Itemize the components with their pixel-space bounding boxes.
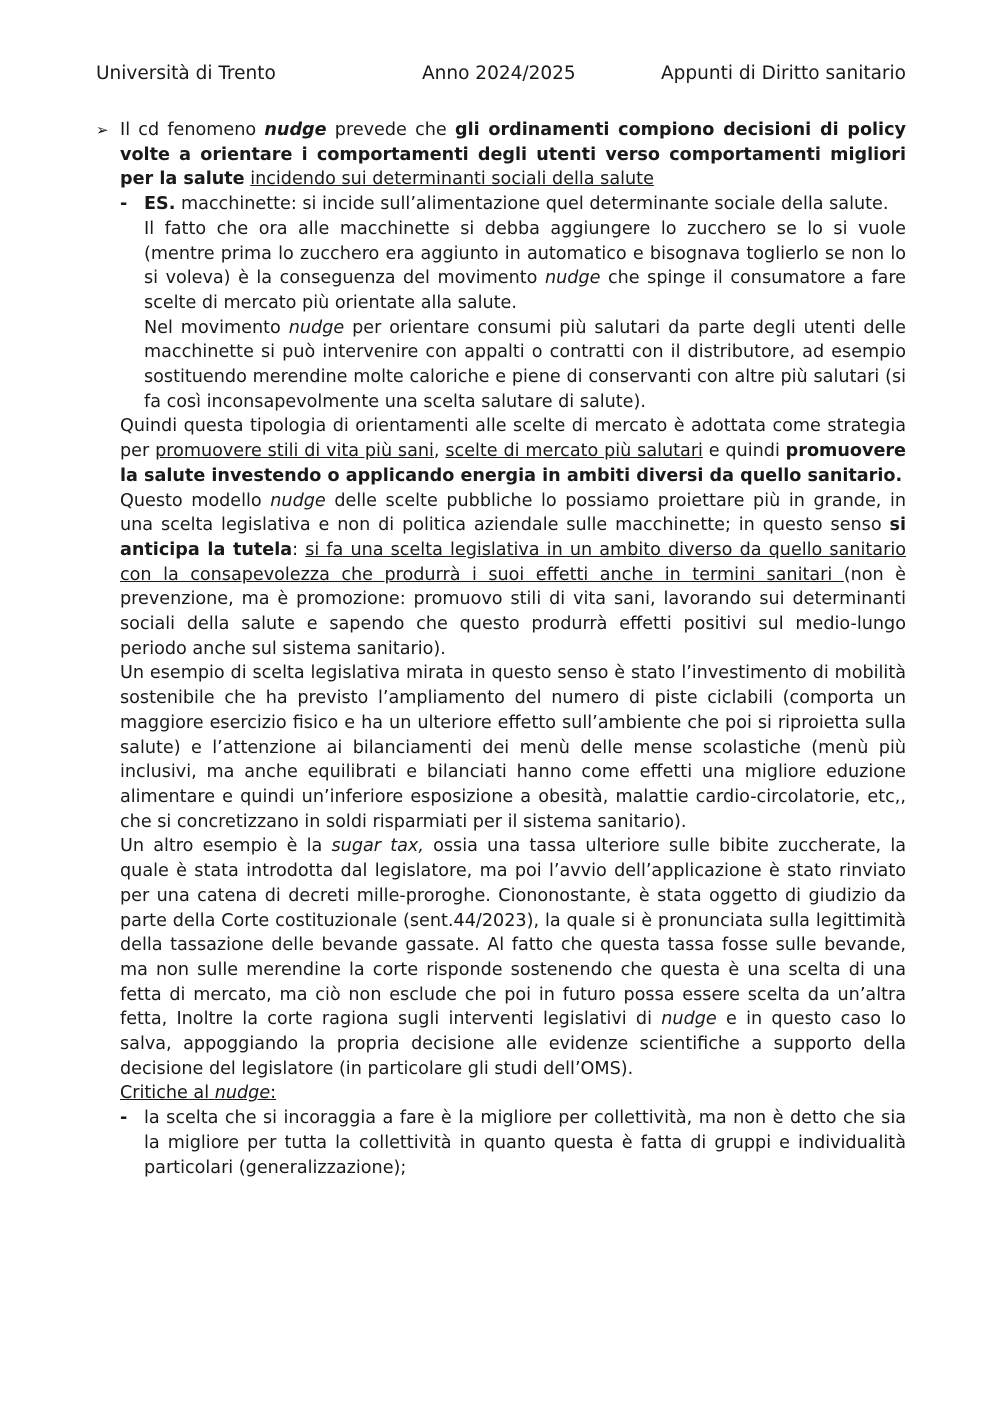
paragraph-market-strategy: Quindi questa tipologia di orientamenti alle scelte di mercato è adottata come strategia per promuovere stili di vita più sani, scelte di mercato più salutari e quindi promuovere la salute investendo o applicando energia in ambiti diversi da quello sanitario. xyxy=(120,416,906,486)
paragraph-nudge-contracts: Nel movimento nudge per orientare consumi più salutari da parte degli utenti delle macchinette si può intervenire con appalti o contratti con il distributore, ad esempio sostituendo merendine molte caloriche e piene di conservanti con altre più salutari (si fa così inconsapevolmente una scelta salutare di salute). xyxy=(144,317,907,412)
critiche-item-generalization: - la scelta che si incoraggia a fare è la migliore per collettività, ma non è detto che sia la migliore per tutta la collettività in quanto questa è fatta di gruppi e individualità particolari (generalizzazione); xyxy=(120,1108,906,1178)
dash-bullet: - xyxy=(120,194,128,215)
paragraph-sugar-tax: Un altro esempio è la sugar tax, ossia una tassa ulteriore sulle bibite zuccherate, la quale è stata introdotta dal legislatore, ma poi l’avvio dell’applicazione è stato rinviato per una catena di decreti mille-proroghe. Ciononostante, è stata oggetto di giudizio da parte della Corte costituzionale (sent.44/2023), la quale si è pronunciata sulla legittimità della tassazione delle bevande gassate. Al fatto che questa tassa fosse sulle bevande, ma non sulle merendine la corte risponde sostenendo che questa è una scelta di una fetta di mercato, ma ciò non esclude che poi in futuro possa essere scelta da un’altra fetta, Inoltre la corte ragiona sugli interventi legislativi di nudge e in questo caso lo salva, appoggiando la propria decisione alle evidenze scientifiche a supporto della decisione del legislatore (in particolare gli studi dell’OMS). xyxy=(120,836,907,1079)
dash-bullet: - xyxy=(120,1108,128,1129)
paragraph-legislative-choice: Questo modello nudge delle scelte pubbliche lo possiamo proiettare più in grande, in una scelta legislativa e non di politica aziendale sulle macchinette; in questo senso si anticipa la tutela: si fa una scelta legislativa in un ambito diverso da quello sanitario con la consapevolezza che produrrà i suoi effetti anche in termini sanitari (non è prevenzione, ma è promozione: promuovo stili di vita sani, lavorando sui determinanti sociali della salute e sapendo che questo produrrà effetti positivi sul medio-lungo periodo anche sul sistema sanitario). xyxy=(120,490,906,659)
example-vending-machines: - ES. macchinette: si incide sull’alimentazione quel determinante sociale della salute. xyxy=(96,192,906,217)
critiche-heading: Critiche al nudge: xyxy=(120,1083,277,1104)
header-year: Anno 2024/2025 xyxy=(422,63,576,84)
paragraph-mobility-example: Un esempio di scelta legislativa mirata in questo senso è stato l’investimento di mobilità sostenibile che ha previsto l’ampliamento del numero di piste ciclabili (comporta un maggiore esercizio fisico e ha un ulteriore effetto sull’ambiente che poi si riproietta sulla salute) e l’attenzione ai bilanciamenti dei menù delle mense scolastiche (menù più inclusivi, ma anche equilibrati e bilanciati hanno come effetti una migliore eduzione alimentare e quindi un’inferiore esposizione a obesità, malattie cardio-circolatorie, etc,, che si concretizzano in soldi risparmiati per il sistema sanitario). xyxy=(120,663,906,832)
page-body xyxy=(96,118,906,1180)
page-header xyxy=(96,61,906,87)
arrow-bullet-icon: ➢ xyxy=(96,121,109,139)
header-university: Università di Trento xyxy=(96,63,276,84)
paragraph-nudge-definition: ➢ Il cd fenomeno nudge prevede che gli ordinamenti compiono decisioni di policy volte a orientare i comportamenti degli utenti verso comportamenti migliori per la salute incidendo sui determinanti sociali della salute xyxy=(96,120,906,190)
paragraph-sugar-machines: Il fatto che ora alle macchinette si debba aggiungere lo zucchero se lo si vuole (mentre prima lo zucchero era aggiunto in automatico e bisognava toglierlo se non lo si voleva) è la conseguenza del movimento nudge che spinge il consumatore a fare scelte di mercato più orientate alla salute. xyxy=(144,218,907,313)
header-course: Appunti di Diritto sanitario xyxy=(661,63,906,84)
